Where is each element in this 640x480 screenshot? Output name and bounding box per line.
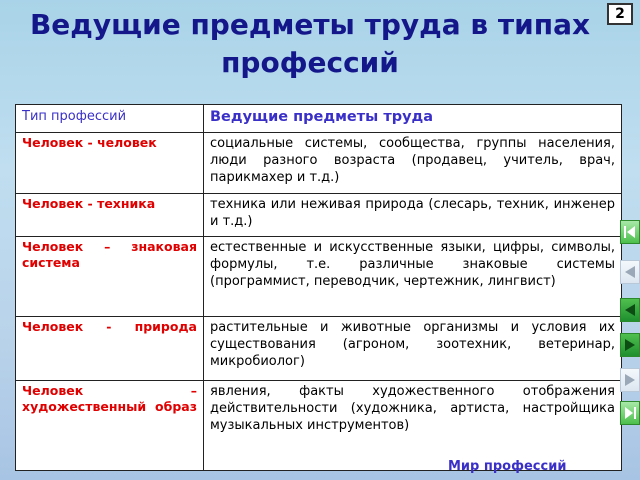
table-header-row bbox=[16, 105, 622, 133]
nav-first-button[interactable] bbox=[620, 220, 640, 244]
work-subjects: явления, факты художественного отображения действительности (художника, артиста, настройщика музыкальных инструментов) bbox=[204, 381, 622, 471]
table-row bbox=[16, 194, 622, 237]
profession-type: Человек – знаковая система bbox=[16, 237, 204, 317]
table-row bbox=[16, 133, 622, 194]
header-type: Тип профессий bbox=[16, 105, 204, 133]
work-subjects: естественные и искусственные языки, цифры, символы, формулы, т.е. различные знаковые системы (программист, переводчик, чертежник, лингвист) bbox=[204, 237, 622, 317]
work-subjects: социальные системы, сообщества, группы населения, люди разного возраста (продавец, учитель, врач, парикмахер и т.д.) bbox=[204, 133, 622, 194]
table-row bbox=[16, 237, 622, 317]
work-subjects: техника или неживая природа (слесарь, техник, инженер и т.д.) bbox=[204, 194, 622, 237]
nav-last-icon bbox=[621, 402, 639, 424]
footer-caption: Мир профессий bbox=[448, 459, 567, 474]
professions-table bbox=[15, 104, 622, 471]
table-row bbox=[16, 381, 622, 471]
work-subjects: растительные и животные организмы и условия их существования (агроном, зоотехник, ветеринар, микробиолог) bbox=[204, 317, 622, 381]
profession-type: Человек – художественный образ bbox=[16, 381, 204, 471]
table-row bbox=[16, 317, 622, 381]
profession-type: Человек - природа bbox=[16, 317, 204, 381]
nav-forward-button[interactable] bbox=[620, 333, 640, 357]
nav-next-icon bbox=[621, 369, 639, 391]
page-number: 2 bbox=[607, 3, 633, 25]
nav-back-icon bbox=[621, 299, 639, 321]
nav-next-button[interactable] bbox=[620, 368, 640, 392]
nav-back-button[interactable] bbox=[620, 298, 640, 322]
profession-type: Человек - техника bbox=[16, 194, 204, 237]
nav-forward-icon bbox=[621, 334, 639, 356]
header-subjects: Ведущие предметы труда bbox=[204, 105, 622, 133]
nav-prev-icon bbox=[621, 261, 639, 283]
slide-title: Ведущие предметы труда в типах профессий bbox=[29, 8, 591, 79]
profession-type: Человек - человек bbox=[16, 133, 204, 194]
nav-first-icon bbox=[621, 221, 639, 243]
nav-last-button[interactable] bbox=[620, 401, 640, 425]
nav-prev-button[interactable] bbox=[620, 260, 640, 284]
